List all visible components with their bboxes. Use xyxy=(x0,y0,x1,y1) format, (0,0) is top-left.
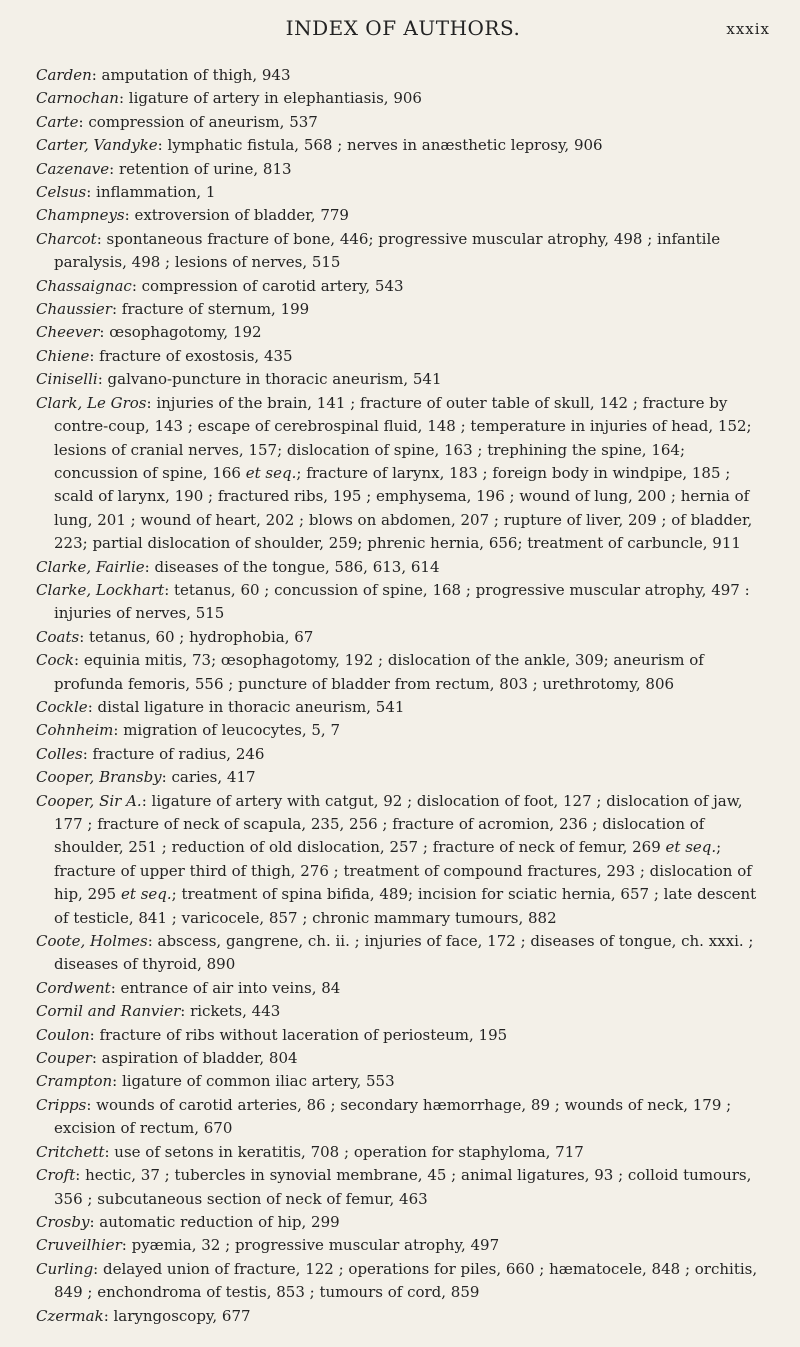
author-name: Cock xyxy=(36,651,74,670)
author-name: Carter, Vandyke xyxy=(36,136,158,155)
author-name: Clarke, Fairlie xyxy=(36,557,145,576)
index-entry xyxy=(36,649,770,696)
index-entry xyxy=(36,556,770,579)
author-name: Crampton xyxy=(36,1072,113,1091)
index-entry xyxy=(36,1094,770,1141)
entry-references: : lymphatic fistula, 568 ; nerves in anæsthetic leprosy, 906 xyxy=(157,136,603,155)
entry-references: : distal ligature in thoracic aneurism, 541 xyxy=(87,697,405,716)
entry-references: : hectic, 37 ; tubercles in synovial membrane, 45 ; animal ligatures, 93 ; colloid tumours, 356 ; subcutaneous section of neck of femur, 463 xyxy=(54,1166,752,1208)
index-entry xyxy=(36,64,770,87)
author-name: Cazenave xyxy=(36,159,110,178)
entry-references: : equinia mitis, 73; œsophagotomy, 192 ; dislocation of the ankle, 309; aneurism of profunda femoris, 556 ; puncture of bladder from rectum, 803 ; urethrotomy, 806 xyxy=(54,651,704,693)
index-entry xyxy=(36,1164,770,1211)
entry-references: : fracture of exostosis, 435 xyxy=(89,346,293,365)
index-entry xyxy=(36,766,770,789)
author-name: Curling xyxy=(36,1259,94,1278)
entry-references: : pyæmia, 32 ; progressive muscular atrophy, 497 xyxy=(121,1236,500,1255)
author-name: Chiene xyxy=(36,346,90,365)
author-name: Chassaignac xyxy=(36,276,132,295)
index-entry xyxy=(36,392,770,556)
index-entry xyxy=(36,930,770,977)
index-entry xyxy=(36,298,770,321)
index-entry xyxy=(36,1047,770,1070)
index-entry xyxy=(36,790,770,930)
author-name: Clarke, Lockhart xyxy=(36,580,165,599)
index-entry xyxy=(36,626,770,649)
entry-references: : ligature of common iliac artery, 553 xyxy=(112,1072,395,1091)
entry-references: : entrance of air into veins, 84 xyxy=(110,978,341,997)
index-entry xyxy=(36,368,770,391)
index-entry xyxy=(36,87,770,110)
entry-references: : automatic reduction of hip, 299 xyxy=(89,1212,340,1231)
index-entry xyxy=(36,1000,770,1023)
index-entry xyxy=(36,181,770,204)
entry-references: : diseases of the tongue, 586, 613, 614 xyxy=(144,557,440,576)
entry-references: : fracture of radius, 246 xyxy=(82,744,265,763)
index-entry xyxy=(36,321,770,344)
author-name: Charcot xyxy=(36,229,97,248)
author-name: Czermak xyxy=(36,1306,104,1325)
index-entry xyxy=(36,1070,770,1093)
entry-references: : œsophagotomy, 192 xyxy=(99,323,262,342)
index-entry xyxy=(36,719,770,742)
index-entry xyxy=(36,579,770,626)
author-name: Cripps xyxy=(36,1095,87,1114)
index-entries xyxy=(36,64,770,1328)
entry-references: : fracture of ribs without laceration of periosteum, 195 xyxy=(89,1025,508,1044)
index-entry xyxy=(36,111,770,134)
index-entry xyxy=(36,696,770,719)
et-seq: et seq. xyxy=(121,885,172,904)
author-name: Cruveilhier xyxy=(36,1236,122,1255)
author-name: Cockle xyxy=(36,697,88,716)
entry-references: : use of setons in keratitis, 708 ; operation for staphyloma, 717 xyxy=(104,1142,584,1161)
entry-references: : abscess, gangrene, ch. ii. ; injuries of face, 172 ; diseases of tongue, ch. xxxi. ; diseases of thyroid, 890 xyxy=(54,932,754,974)
entry-references: : rickets, 443 xyxy=(180,1002,281,1021)
index-entry xyxy=(36,158,770,181)
entry-references: : ligature of artery with catgut, 92 ; dislocation of foot, 127 ; dislocation of jaw, 177 ; fracture of neck of scapula, 235, 256 ; fracture of acromion, 236 ; dislocation of shoulder, 251 ; reduction of old dislocation, 257 ; fracture of neck of femur, 269 xyxy=(54,791,743,857)
entry-references: : delayed union of fracture, 122 ; operations for piles, 660 ; hæmatocele, 848 ; orchitis, 849 ; enchondroma of testis, 853 ; tumours of cord, 859 xyxy=(54,1259,758,1302)
author-name: Coulon xyxy=(36,1025,90,1044)
entry-references: : wounds of carotid arteries, 86 ; secondary hæmorrhage, 89 ; wounds of neck, 179 ; excision of rectum, 670 xyxy=(54,1095,732,1138)
entry-references: : tetanus, 60 ; hydrophobia, 67 xyxy=(79,627,314,646)
index-entry xyxy=(36,228,770,275)
index-entry xyxy=(36,134,770,157)
et-seq: et seq. xyxy=(245,463,297,482)
entry-references: : extroversion of bladder, 779 xyxy=(124,206,349,225)
running-title: INDEX OF AUTHORS. xyxy=(285,16,521,40)
author-name: Cordwent xyxy=(36,978,111,997)
entry-references: : laryngoscopy, 677 xyxy=(103,1306,251,1325)
author-name: Cornil and Ranvier xyxy=(36,1002,181,1021)
index-entry xyxy=(36,204,770,227)
entry-references: : tetanus, 60 ; concussion of spine, 168 ; progressive muscular atrophy, 497 : injuries of nerves, 515 xyxy=(54,580,750,623)
entry-references: : fracture of sternum, 199 xyxy=(111,300,310,319)
entry-references: : galvano-puncture in thoracic aneurism, 541 xyxy=(97,370,442,389)
entry-references: : compression of aneurism, 537 xyxy=(78,112,318,131)
page-header xyxy=(36,0,770,64)
index-entry xyxy=(36,1211,770,1234)
entry-references: : retention of urine, 813 xyxy=(109,159,292,178)
entry-references: : ligature of artery in elephantiasis, 906 xyxy=(118,89,422,108)
author-name: Coats xyxy=(36,627,80,646)
author-name: Carden xyxy=(36,66,92,84)
author-name: Chaussier xyxy=(36,300,112,319)
entry-references: : spontaneous fracture of bone, 446; progressive muscular atrophy, 498 ; infantile paralysis, 498 ; lesions of nerves, 515 xyxy=(54,229,721,272)
index-entry xyxy=(36,275,770,298)
entry-references-continued: ; fracture of upper third of thigh, 276 ; treatment of compound fractures, 293 ; dislocation of hip, 295 xyxy=(54,838,752,904)
entry-references: : compression of carotid artery, 543 xyxy=(131,276,404,295)
author-name: Champneys xyxy=(36,206,125,225)
entry-references: : amputation of thigh, 943 xyxy=(91,66,291,84)
index-entry xyxy=(36,1024,770,1047)
author-name: Croft xyxy=(36,1166,76,1185)
entry-references: : caries, 417 xyxy=(161,768,256,787)
entry-references: : aspiration of bladder, 804 xyxy=(91,1049,298,1068)
author-name: Couper xyxy=(36,1049,92,1068)
index-entry xyxy=(36,1258,770,1305)
author-name: Clark, Le Gros xyxy=(36,393,147,412)
author-name: Cheever xyxy=(36,323,100,342)
author-name: Carnochan xyxy=(36,89,119,108)
entry-references: : migration of leucocytes, 5, 7 xyxy=(113,721,340,740)
author-name: Ciniselli xyxy=(36,370,98,389)
index-entry xyxy=(36,345,770,368)
index-entry xyxy=(36,977,770,1000)
author-name: Crosby xyxy=(36,1212,90,1231)
author-name: Cooper, Sir A. xyxy=(36,791,142,810)
index-entry xyxy=(36,1234,770,1257)
index-entry xyxy=(36,1305,770,1328)
et-seq: et seq. xyxy=(665,838,717,857)
author-name: Cohnheim xyxy=(36,721,114,740)
author-name: Critchett xyxy=(36,1142,105,1161)
entry-references-continued: ; treatment of spina bifida, 489; incision for sciatic hernia, 657 ; late descent of testicle, 841 ; varicocele, 857 ; chronic mammary tumours, 882 xyxy=(54,885,757,927)
entry-references-continued: ; fracture of larynx, 183 ; foreign body in windpipe, 185 ; scald of larynx, 190 ; fractured ribs, 195 ; emphysema, 196 ; wound of lung, 200 ; hernia of lung, 201 ; wound of heart, 202 ; blows on abdomen, 207 ; rupture of liver, 209 ; of bladder, 223; partial dislocation of shoulder, 259; phrenic hernia, 656; treatment of carbuncle, 911 xyxy=(54,463,753,553)
author-name: Coote, Holmes xyxy=(36,932,148,951)
index-entry xyxy=(36,1141,770,1164)
author-name: Cooper, Bransby xyxy=(36,768,162,787)
index-entry xyxy=(36,743,770,766)
author-name: Celsus xyxy=(36,183,87,202)
page-number: xxxix xyxy=(726,20,770,38)
entry-references: : injuries of the brain, 141 ; fracture of outer table of skull, 142 ; fracture by contre-coup, 143 ; escape of cerebrospinal fluid, 148 ; temperature in injuries of head, 152; lesions of cranial nerves, 157; dislocation of spine, 163 ; trephining the spine, 164; concussion of spine, 166 xyxy=(54,393,752,482)
author-name: Carte xyxy=(36,112,79,131)
entry-references: : inflammation, 1 xyxy=(86,183,216,202)
author-name: Colles xyxy=(36,744,83,763)
